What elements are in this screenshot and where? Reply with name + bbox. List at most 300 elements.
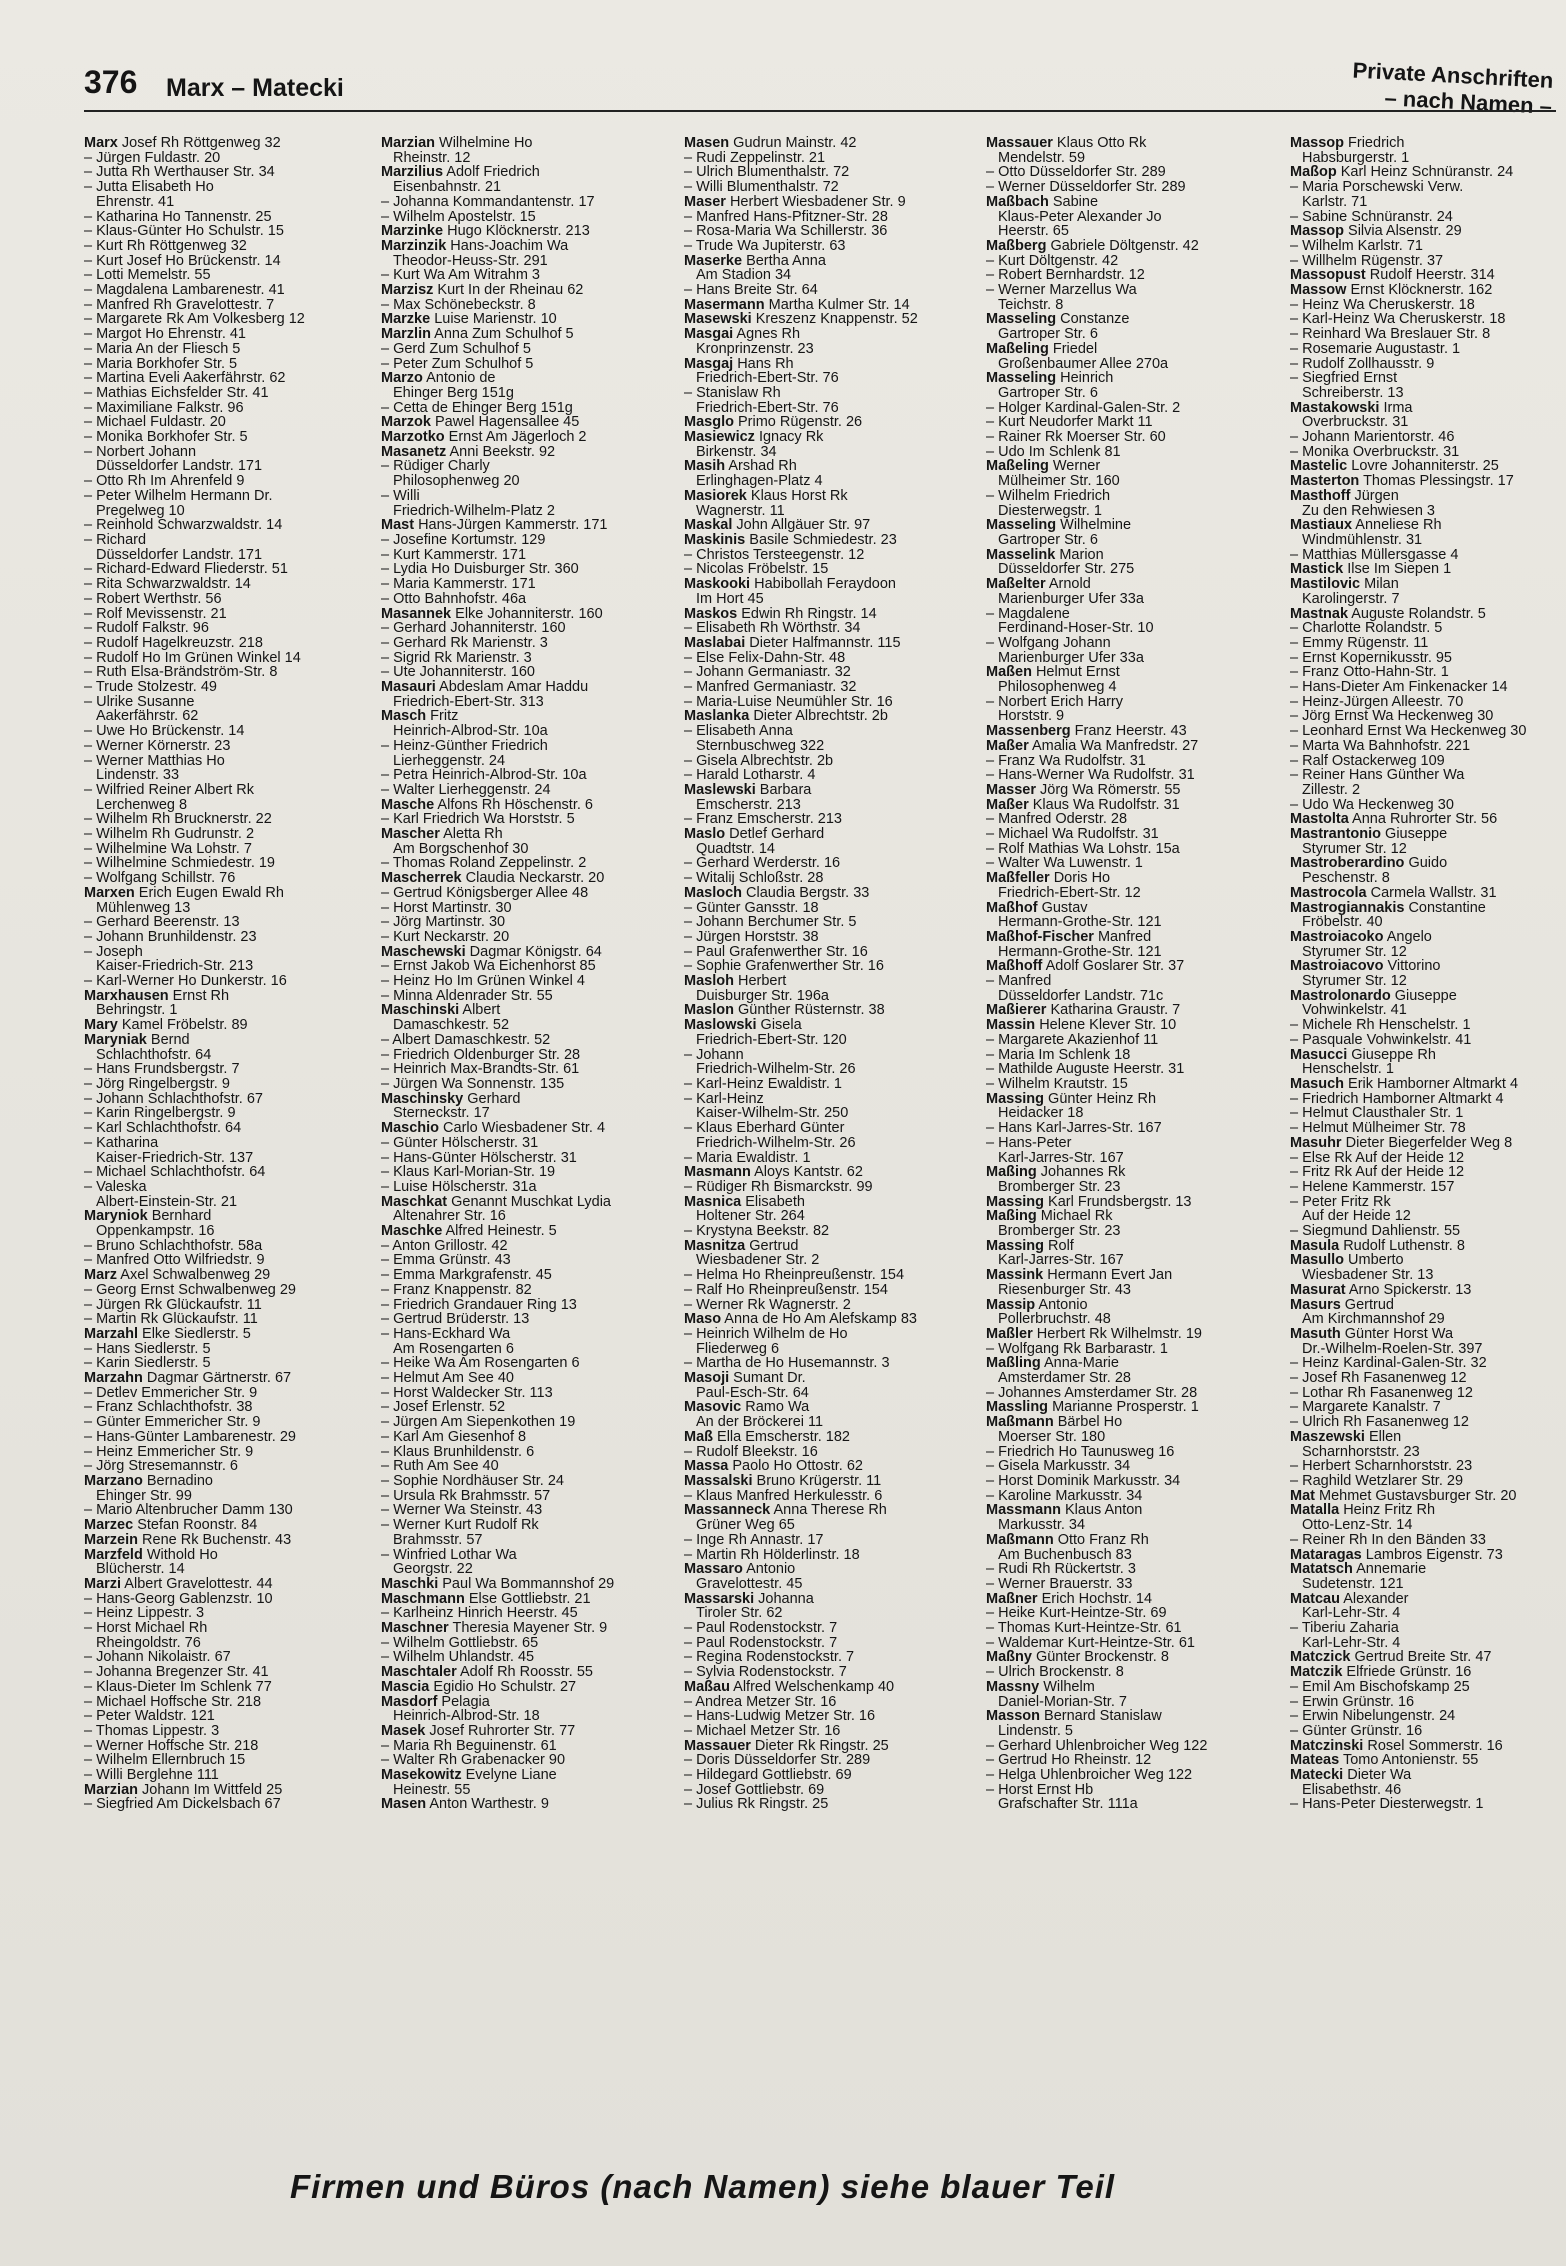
listing-entry: – Friedrich Grandauer Ring 13 xyxy=(381,1297,577,1313)
listing-entry: – Matthias Müllersgasse 4 xyxy=(1290,547,1459,563)
listing-entry: – Emma Markgrafenstr. 45 xyxy=(381,1268,552,1283)
listing-entry: – Manfred Rh Gravelottestr. 7 xyxy=(84,297,275,313)
listing-entry: Maß Ella Emscherstr. 182 xyxy=(684,1429,850,1445)
listing-entry: – Sophie Grafenwerther Str. 16 xyxy=(684,959,884,975)
listing-entry: – Ursula Rk Brahmsstr. 57 xyxy=(381,1488,551,1504)
listing-entry: – Heinz Emmericher Str. 9 xyxy=(84,1444,254,1460)
listing-entry: – Margarete Akazienhof 11 xyxy=(986,1032,1159,1048)
listing-entry: Massink Hermann Evert Jan xyxy=(986,1268,1173,1283)
listing-entry: – Winfried Lothar Wa xyxy=(381,1547,517,1563)
listing-entry: Friedrich-Ebert-Str. 76 xyxy=(696,371,839,386)
listing-entry: Masseling Wilhelmine xyxy=(986,518,1132,533)
listing-entry: Maszewski Ellen xyxy=(1290,1429,1402,1445)
listing-column-4 xyxy=(986,136,1274,1812)
listing-entry: Lindenstr. 33 xyxy=(96,768,180,783)
listing-entry: – Andrea Metzer Str. 16 xyxy=(684,1694,837,1710)
listing-entry: – Ulrike Susanne xyxy=(84,694,195,710)
listing-entry: Am Kirchmannshof 29 xyxy=(1302,1312,1445,1327)
listing-entry: Massanneck Anna Therese Rh xyxy=(684,1503,887,1519)
listing-entry: Behringstr. 1 xyxy=(96,1003,178,1019)
listing-entry: – Tiberiu Zaharia xyxy=(1290,1621,1399,1636)
listing-entry: Fröbelstr. 40 xyxy=(1302,915,1383,930)
listing-entry: Grafschafter Str. 111a xyxy=(998,1797,1138,1813)
listing-entry: – Siegfried Ernst xyxy=(1290,371,1398,386)
listing-entry: – Elisabeth Anna xyxy=(684,724,793,739)
listing-entry: Friedrich-Wilhelm-Str. 26 xyxy=(696,1135,856,1151)
listing-entry: Mastroiacovo Vittorino xyxy=(1290,959,1441,975)
listing-entry: – Sabine Schnüranstr. 24 xyxy=(1290,209,1453,225)
listing-entry: Mastick Ilse Im Siepen 1 xyxy=(1290,562,1452,578)
listing-entry: Heinrich-Albrod-Str. 18 xyxy=(393,1709,540,1724)
listing-entry: – Rolf Mevissenstr. 21 xyxy=(84,606,227,622)
listing-entry: Mastelic Lovre Johanniterstr. 25 xyxy=(1290,459,1499,475)
listing-entry: – Rainer Rk Moerser Str. 60 xyxy=(986,430,1166,445)
listing-entry: Marzo Antonio de xyxy=(381,371,496,386)
listing-entry: – Regina Rodenstockstr. 7 xyxy=(684,1650,855,1666)
listing-entry: Massny Wilhelm xyxy=(986,1679,1095,1695)
listing-entry: – Nicolas Fröbelstr. 15 xyxy=(684,562,829,578)
listing-entry: Matecki Dieter Wa xyxy=(1290,1768,1412,1783)
listing-entry: – Michael Wa Rudolfstr. 31 xyxy=(986,827,1159,842)
listing-entry: Masovic Ramo Wa xyxy=(684,1400,810,1416)
listing-entry: Moerser Str. 180 xyxy=(998,1429,1106,1445)
listing-entry: Hermann-Grothe-Str. 121 xyxy=(998,944,1162,960)
listing-entry: Düsseldorfer Landstr. 171 xyxy=(96,547,263,563)
listing-entry: Oppenkampstr. 16 xyxy=(96,1224,215,1239)
listing-entry: Marzian Johann Im Wittfeld 25 xyxy=(84,1782,283,1798)
listing-entry: – Uwe Ho Brückenstr. 14 xyxy=(84,724,245,739)
listing-entry: Masnitza Gertrud xyxy=(684,1238,799,1254)
listing-entry: – Otto Bahnhofstr. 46a xyxy=(381,591,527,607)
listing-entry: Massin Helene Klever Str. 10 xyxy=(986,1018,1177,1033)
listing-entry: Masuth Günter Horst Wa xyxy=(1290,1326,1454,1342)
listing-entry: Horststr. 9 xyxy=(998,709,1065,725)
listing-entry: Massop Friedrich xyxy=(1290,136,1405,151)
listing-entry: Eisenbahnstr. 21 xyxy=(393,180,502,195)
listing-entry: Maskooki Habibollah Feraydoon xyxy=(684,577,896,592)
listing-entry: Masnica Elisabeth xyxy=(684,1194,805,1210)
listing-entry: – Ernst Jakob Wa Eichenhorst 85 xyxy=(381,959,596,975)
listing-entry: Masloh Herbert xyxy=(684,974,787,989)
listing-entry: Massaro Antonio xyxy=(684,1562,796,1577)
listing-entry: – Hans-Georg Gablenzstr. 10 xyxy=(84,1591,273,1607)
listing-entry: – Willhelm Rügenstr. 37 xyxy=(1290,253,1444,269)
listing-entry: – Georg Ernst Schwalbenweg 29 xyxy=(84,1282,296,1298)
listing-entry: Maskinis Basile Schmiedestr. 23 xyxy=(684,532,897,548)
listing-entry: – Jürgen Rk Glückaufstr. 11 xyxy=(84,1297,262,1313)
listing-entry: Masula Rudolf Luthenstr. 8 xyxy=(1290,1238,1465,1254)
listing-entry: Georgstr. 22 xyxy=(393,1562,473,1577)
listing-entry: Ehinger Berg 151g xyxy=(393,385,514,401)
listing-entry: Paul-Esch-Str. 64 xyxy=(696,1385,809,1401)
listing-entry: Maßeling Friedel xyxy=(986,341,1098,357)
listing-entry: Elisabethstr. 46 xyxy=(1302,1782,1402,1798)
listing-entry: Mastiaux Anneliese Rh xyxy=(1290,518,1442,533)
listing-entry: – Martha de Ho Husemannstr. 3 xyxy=(684,1356,890,1372)
listing-entry: – Willi xyxy=(381,488,420,504)
listing-entry: Grüner Weg 65 xyxy=(696,1518,795,1533)
listing-entry: Masuhr Dieter Biegerfelder Weg 8 xyxy=(1290,1135,1513,1151)
listing-entry: – Manfred Otto Wilfriedstr. 9 xyxy=(84,1253,265,1269)
listing-entry: – Hans Frundsbergstr. 7 xyxy=(84,1062,240,1077)
listing-entry: – Hans-Ludwig Metzer Str. 16 xyxy=(684,1709,876,1724)
listing-entry: – Maria Kammerstr. 171 xyxy=(381,577,536,592)
listing-entry: Lierheggenstr. 24 xyxy=(393,753,506,769)
listing-entry: Masekowitz Evelyne Liane xyxy=(381,1768,557,1783)
listing-entry: Matczick Gertrud Breite Str. 47 xyxy=(1290,1650,1492,1666)
listing-entry: – Horst Dominik Markusstr. 34 xyxy=(986,1473,1181,1489)
listing-entry: Mat Mehmet Gustavsburger Str. 20 xyxy=(1290,1488,1517,1504)
listing-entry: – Joseph xyxy=(84,944,143,960)
listing-entry: – Peter Wilhelm Hermann Dr. xyxy=(84,488,273,504)
listing-entry: – Friedrich Oldenburger Str. 28 xyxy=(381,1047,581,1063)
listing-entry: – Herbert Scharnhorststr. 23 xyxy=(1290,1459,1473,1474)
listing-entry: Masannek Elke Johanniterstr. 160 xyxy=(381,606,603,622)
listing-entry: Daniel-Morian-Str. 7 xyxy=(998,1694,1127,1710)
listing-entry: – Doris Düsseldorfer Str. 289 xyxy=(684,1753,871,1769)
listing-entry: – Kurt Josef Ho Brückenstr. 14 xyxy=(84,253,281,269)
listing-entry: Düsseldorfer Str. 275 xyxy=(998,562,1135,578)
listing-entry: Maßer Amalia Wa Manfredstr. 27 xyxy=(986,738,1199,754)
listing-entry: – Emma Grünstr. 43 xyxy=(381,1253,511,1269)
listing-entry: – Thomas Lippestr. 3 xyxy=(84,1723,220,1739)
listing-entry: Gartroper Str. 6 xyxy=(998,385,1098,401)
listing-entry: – Kurt Neudorfer Markt 11 xyxy=(986,415,1153,431)
listing-entry: – Sigrid Rk Marienstr. 3 xyxy=(381,650,532,666)
listing-entry: – Magdalene xyxy=(986,606,1070,622)
listing-entry: Masgaj Hans Rh xyxy=(684,356,794,372)
listing-entry: Maßeling Werner xyxy=(986,459,1101,475)
listing-entry: Friedrich-Ebert-Str. 12 xyxy=(998,885,1141,901)
listing-entry: – Hans-Werner Wa Rudolfstr. 31 xyxy=(986,768,1195,783)
listing-entry: Markusstr. 34 xyxy=(998,1518,1086,1533)
listing-entry: – Rudolf Ho Im Grünen Winkel 14 xyxy=(84,650,301,666)
listing-entry: – Siegmund Dahlienstr. 55 xyxy=(1290,1224,1461,1239)
listing-entry: – Horst Ernst Hb xyxy=(986,1782,1094,1798)
listing-entry: – Jürgen Wa Sonnenstr. 135 xyxy=(381,1077,565,1092)
listing-entry: – Walter Wa Luwenstr. 1 xyxy=(986,856,1143,872)
listing-entry: Maßmann Bärbel Ho xyxy=(986,1415,1123,1430)
listing-entry: Heinrich-Albrod-Str. 10a xyxy=(393,724,548,739)
listing-entry: Maschki Paul Wa Bommannshof 29 xyxy=(381,1576,615,1592)
listing-entry: Masullo Umberto xyxy=(1290,1253,1404,1269)
listing-entry: – Heinz Ho Im Grünen Winkel 4 xyxy=(381,974,585,989)
listing-entry: – Margot Ho Ehrenstr. 41 xyxy=(84,327,246,342)
listing-entry: – Rita Schwarzwaldstr. 14 xyxy=(84,577,251,592)
listing-entry: Maßop Karl Heinz Schnüranstr. 24 xyxy=(1290,165,1514,181)
listing-entry: Maßbach Sabine xyxy=(986,194,1099,210)
listing-entry: Maßierer Katharina Graustr. 7 xyxy=(986,1003,1181,1019)
listing-entry: Mascherrek Claudia Neckarstr. 20 xyxy=(381,871,605,886)
listing-entry: Maßling Anna-Marie xyxy=(986,1356,1119,1372)
listing-entry: – Wolfgang Schillstr. 76 xyxy=(84,871,236,886)
listing-entry: Friedrich-Ebert-Str. 76 xyxy=(696,400,839,416)
listing-entry: – Günter Hölscherstr. 31 xyxy=(381,1135,539,1151)
listing-entry: – Wilhelm Friedrich xyxy=(986,488,1111,504)
listing-entry: – Harald Lotharstr. 4 xyxy=(684,768,816,783)
listing-entry: Damaschkestr. 52 xyxy=(393,1018,510,1033)
listing-entry: – Johanna Kommandantenstr. 17 xyxy=(381,194,595,210)
listing-entry: Birkenstr. 34 xyxy=(696,444,777,460)
listing-entry: Masanetz Anni Beekstr. 92 xyxy=(381,444,556,460)
listing-entry: – Ulrich Rh Fasanenweg 12 xyxy=(1290,1415,1469,1430)
listing-entry: – Franz Knappenstr. 82 xyxy=(381,1282,532,1298)
listing-entry: Maschkat Genannt Muschkat Lydia xyxy=(381,1194,611,1210)
listing-entry: Masseling Heinrich xyxy=(986,371,1114,386)
listing-entry: – Horst Michael Rh xyxy=(84,1621,208,1636)
listing-entry: Karl-Jarres-Str. 167 xyxy=(998,1150,1124,1166)
listing-entry: Matatsch Annemarie xyxy=(1290,1562,1427,1577)
listing-entry: – Gerhard Rk Marienstr. 3 xyxy=(381,635,548,651)
listing-entry: – Fritz Rk Auf der Heide 12 xyxy=(1290,1165,1465,1180)
listing-entry: – Karin Ringelbergstr. 9 xyxy=(84,1106,236,1122)
listing-entry: Otto-Lenz-Str. 14 xyxy=(1302,1518,1413,1533)
name-range: Marx – Matecki xyxy=(166,74,344,102)
listing-entry: – Helmut Am See 40 xyxy=(381,1371,514,1386)
listing-entry: Massing Karl Frundsbergstr. 13 xyxy=(986,1194,1192,1210)
listing-entry: Masermann Martha Kulmer Str. 14 xyxy=(684,297,910,313)
listing-entry: Bromberger Str. 23 xyxy=(998,1179,1121,1195)
listing-entry: – Walter Lierheggenstr. 24 xyxy=(381,782,551,798)
listing-entry: – Hans-Peter Diesterwegstr. 1 xyxy=(1290,1797,1484,1813)
listing-entry: Maßer Klaus Wa Rudolfstr. 31 xyxy=(986,797,1180,813)
listing-entry: – Friedrich Hamborner Altmarkt 4 xyxy=(1290,1091,1504,1107)
listing-entry: – Gertrud Brüderstr. 13 xyxy=(381,1312,530,1327)
listing-entry: – Elisabeth Rh Wörthstr. 34 xyxy=(684,621,861,636)
listing-entry: Pregelweg 10 xyxy=(96,503,185,519)
listing-entry: Marzfeld Withold Ho xyxy=(84,1547,218,1563)
listing-entry: – Hans-Eckhard Wa xyxy=(381,1326,511,1342)
listing-entry: Masen Gudrun Mainstr. 42 xyxy=(684,136,857,151)
listing-entry: – Gerhard Johanniterstr. 160 xyxy=(381,621,566,636)
listing-entry: – Helga Uhlenbroicher Weg 122 xyxy=(986,1768,1193,1783)
listing-entry: – Kurt Neckarstr. 20 xyxy=(381,929,510,945)
listing-entry: – Willi Berglehne 111 xyxy=(84,1768,219,1783)
listing-entry: Massip Antonio xyxy=(986,1297,1088,1313)
listing-entry: – Josef Rh Fasanenweg 12 xyxy=(1290,1371,1467,1386)
listing-entry: – Jörg Ernst Wa Heckenweg 30 xyxy=(1290,709,1494,725)
listing-entry: – Heinz Wa Cheruskerstr. 18 xyxy=(1290,297,1475,313)
listing-entry: Zillestr. 2 xyxy=(1302,782,1361,798)
listing-entry: – Mathilde Auguste Heerstr. 31 xyxy=(986,1062,1185,1077)
listing-entry: – Sophie Nordhäuser Str. 24 xyxy=(381,1473,564,1489)
listing-entry: Masseling Constanze xyxy=(986,312,1130,328)
listing-entry: – Reiner Rh In den Bänden 33 xyxy=(1290,1532,1486,1548)
listing-entry: – Peter Fritz Rk xyxy=(1290,1194,1391,1210)
listing-entry: – Johann xyxy=(684,1047,744,1063)
listing-entry: Mateas Tomo Antonienstr. 55 xyxy=(1290,1753,1479,1769)
listing-entry: – Günter Grünstr. 16 xyxy=(1290,1723,1423,1739)
listing-entry: – Gerhard Uhlenbroicher Weg 122 xyxy=(986,1738,1208,1754)
listing-entry: Maschmann Else Gottliebstr. 21 xyxy=(381,1591,591,1607)
listing-entry: Mary Kamel Fröbelstr. 89 xyxy=(84,1018,248,1033)
listing-entry: – Maria Ewaldistr. 1 xyxy=(684,1150,811,1166)
listing-entry: Maslewski Barbara xyxy=(684,782,812,798)
listing-entry: – Wolfgang Rk Barbarastr. 1 xyxy=(986,1341,1168,1357)
listing-entry: – Willi Blumenthalstr. 72 xyxy=(684,180,839,195)
listing-entry: – Maria-Luise Neumühler Str. 16 xyxy=(684,694,893,710)
listing-entry: – Helmut Clausthaler Str. 1 xyxy=(1290,1106,1464,1122)
listing-entry: – Franz Otto-Hahn-Str. 1 xyxy=(1290,665,1449,681)
listing-entry: Gravelottestr. 45 xyxy=(696,1576,803,1592)
listing-entry: – Siegfried Am Dickelsbach 67 xyxy=(84,1797,281,1813)
listing-entry: Marzano Bernadino xyxy=(84,1473,213,1489)
listing-entry: Sternbuschweg 322 xyxy=(696,738,825,754)
listing-entry: – Michael Metzer Str. 16 xyxy=(684,1723,841,1739)
listing-entry: – Else Rk Auf der Heide 12 xyxy=(1290,1150,1465,1166)
listing-entry: – Karin Siedlerstr. 5 xyxy=(84,1356,211,1372)
listing-entry: Scharnhorststr. 23 xyxy=(1302,1444,1420,1460)
listing-entry: – Manfred Germaniastr. 32 xyxy=(684,680,857,695)
listing-entry: Masek Josef Ruhrorter Str. 77 xyxy=(381,1723,576,1739)
listing-entry: – Werner Düsseldorfer Str. 289 xyxy=(986,180,1186,195)
listing-column-3 xyxy=(684,136,972,1812)
listing-entry: Heinestr. 55 xyxy=(393,1782,471,1798)
listing-entry: – Kurt Wa Am Witrahm 3 xyxy=(381,268,540,284)
listing-entry: Kronprinzenstr. 23 xyxy=(696,341,814,357)
listing-entry: – Josef Erlenstr. 52 xyxy=(381,1400,506,1416)
listing-entry: – Werner Kurt Rudolf Rk xyxy=(381,1518,539,1533)
listing-entry: Albert-Einstein-Str. 21 xyxy=(96,1194,238,1210)
listing-entry: Maser Herbert Wiesbadener Str. 9 xyxy=(684,194,906,210)
listing-entry: Maschke Alfred Heinestr. 5 xyxy=(381,1224,557,1239)
listing-entry: Ferdinand-Hoser-Str. 10 xyxy=(998,621,1154,636)
listing-entry: – Rudi Rh Rückertstr. 3 xyxy=(986,1562,1136,1577)
listing-entry: Massenberg Franz Heerstr. 43 xyxy=(986,724,1187,739)
listing-entry: – Minna Aldenrader Str. 55 xyxy=(381,988,553,1004)
listing-entry: – Ulrich Brockenstr. 8 xyxy=(986,1665,1124,1680)
listing-entry: – Josef Gottliebstr. 69 xyxy=(684,1782,825,1798)
listing-entry: Karl-Lehr-Str. 4 xyxy=(1302,1635,1401,1651)
listing-entry: – Wilhelm Karlstr. 71 xyxy=(1290,238,1423,254)
listing-entry: Am Rosengarten 6 xyxy=(393,1341,514,1357)
listing-entry: – Hans Siedlerstr. 5 xyxy=(84,1341,211,1357)
listing-entry: Mataragas Lambros Eigenstr. 73 xyxy=(1290,1547,1503,1563)
listing-entry: – Albert Damaschkestr. 52 xyxy=(381,1032,551,1048)
listing-entry: – Kurt Rh Röttgenweg 32 xyxy=(84,238,247,254)
listing-entry: Mendelstr. 59 xyxy=(998,150,1086,166)
listing-entry: Maslanka Dieter Albrechtstr. 2b xyxy=(684,709,888,725)
listing-entry: Masthoff Jürgen xyxy=(1290,488,1399,504)
listing-entry: Maslabai Dieter Halfmannstr. 115 xyxy=(684,635,901,651)
listing-entry: – Walter Rh Grabenacker 90 xyxy=(381,1753,566,1769)
listing-entry: Masiewicz Ignacy Rk xyxy=(684,430,824,445)
listing-entry: – Katharina Ho Tannenstr. 25 xyxy=(84,209,272,225)
listing-entry: – Ruth Elsa-Brändström-Str. 8 xyxy=(84,665,278,681)
listing-entry: – Rolf Mathias Wa Lohstr. 15a xyxy=(986,841,1180,857)
listing-entry: Friedrich-Wilhelm-Platz 2 xyxy=(393,503,555,519)
listing-entry: Holtener Str. 264 xyxy=(696,1209,805,1225)
listing-entry: – Friedrich Ho Taunusweg 16 xyxy=(986,1444,1175,1460)
listing-entry: Maschinsky Gerhard xyxy=(381,1091,521,1107)
listing-entry: – Emil Am Bischofskamp 25 xyxy=(1290,1679,1470,1695)
listing-entry: – Hans Karl-Jarres-Str. 167 xyxy=(986,1121,1162,1136)
listing-entry: – Franz Wa Rudolfstr. 31 xyxy=(986,753,1146,769)
listing-entry: – Holger Kardinal-Galen-Str. 2 xyxy=(986,400,1181,416)
listing-entry: – Ralf Ostackerweg 109 xyxy=(1290,753,1445,769)
listing-entry: Tiroler Str. 62 xyxy=(696,1606,783,1622)
listing-entry: Masselink Marion xyxy=(986,547,1104,563)
listing-entry: Massopust Rudolf Heerstr. 314 xyxy=(1290,268,1495,284)
listing-entry: Overbruckstr. 31 xyxy=(1302,415,1409,431)
listing-entry: – Martin Rh Hölderlinstr. 18 xyxy=(684,1547,860,1563)
listing-entry: Karolingerstr. 7 xyxy=(1302,591,1400,607)
listing-entry: Styrumer Str. 12 xyxy=(1302,974,1407,989)
page-number: 376 xyxy=(84,64,138,100)
listing-entry: Karl-Lehr-Str. 4 xyxy=(1302,1606,1401,1622)
listing-entry: Maslon Günther Rüsternstr. 38 xyxy=(684,1003,885,1019)
listing-entry: Masih Arshad Rh xyxy=(684,459,797,475)
listing-entry: – Karl-Heinz xyxy=(684,1091,764,1107)
listing-entry: – Maria Borkhofer Str. 5 xyxy=(84,356,238,372)
listing-entry: – Paul Rodenstockstr. 7 xyxy=(684,1621,838,1636)
listing-entry: – Detlev Emmericher Str. 9 xyxy=(84,1385,258,1401)
listing-entry: – Udo Wa Heckenweg 30 xyxy=(1290,797,1454,813)
listing-entry: – Karl-Heinz Ewaldistr. 1 xyxy=(684,1077,842,1092)
listing-entry: Marzok Pawel Hagensallee 45 xyxy=(381,415,580,431)
listing-entry: Maschinski Albert xyxy=(381,1003,501,1019)
listing-entry: Maßhof-Fischer Manfred xyxy=(986,929,1152,945)
listing-entry: – Jürgen Fuldastr. 20 xyxy=(84,150,221,166)
listing-entry: Massow Ernst Klöcknerstr. 162 xyxy=(1290,283,1493,298)
listing-entry: Gartroper Str. 6 xyxy=(998,532,1098,548)
listing-entry: – Trude Wa Jupiterstr. 63 xyxy=(684,238,846,254)
listing-entry: Vohwinkelstr. 41 xyxy=(1302,1003,1407,1019)
listing-entry: – Wolfgang Johann xyxy=(986,635,1111,651)
listing-entry: – Monika Borkhofer Str. 5 xyxy=(84,430,248,445)
listing-entry: – Pasquale Vohwinkelstr. 41 xyxy=(1290,1032,1472,1048)
listing-entry: – Helene Kammerstr. 157 xyxy=(1290,1179,1455,1195)
listing-entry: Masauri Abdeslam Amar Haddu xyxy=(381,680,589,695)
listing-entry: – Jutta Elisabeth Ho xyxy=(84,180,214,195)
listing-entry: Marzec Stefan Roonstr. 84 xyxy=(84,1518,258,1533)
listing-entry: – Raghild Wetzlarer Str. 29 xyxy=(1290,1473,1464,1489)
listing-entry: Marzotko Ernst Am Jägerloch 2 xyxy=(381,430,587,445)
listing-entry: – Josefine Kortumstr. 129 xyxy=(381,532,546,548)
listing-entry: Massalski Bruno Krügerstr. 11 xyxy=(684,1473,882,1489)
listing-entry: – Robert Werthstr. 56 xyxy=(84,591,222,607)
listing-entry: Großenbaumer Allee 270a xyxy=(998,356,1169,372)
listing-entry: Mühlenweg 13 xyxy=(96,900,191,916)
listing-entry: Massarski Johanna xyxy=(684,1591,814,1607)
listing-entry: Masen Anton Warthestr. 9 xyxy=(381,1797,549,1813)
listing-entry: Maßhoff Adolf Goslarer Str. 37 xyxy=(986,959,1185,975)
listing-entry: Masterton Thomas Plessingstr. 17 xyxy=(1290,474,1514,489)
listing-entry: – Kurt Kammerstr. 171 xyxy=(381,547,527,563)
listing-entry: – Rüdiger Rh Bismarckstr. 99 xyxy=(684,1179,873,1195)
listing-entry: Wiesbadener Str. 13 xyxy=(1302,1268,1434,1283)
listing-entry: Marzian Wilhelmine Ho xyxy=(381,136,533,151)
listing-entry: – Robert Bernhardstr. 12 xyxy=(986,268,1145,284)
listing-entry: Massmann Klaus Anton xyxy=(986,1503,1143,1519)
listing-entry: – Christos Tersteegenstr. 12 xyxy=(684,547,865,563)
listing-entry: Riesenburger Str. 43 xyxy=(998,1282,1131,1298)
listing-entry: Mastakowski Irma xyxy=(1290,400,1413,416)
listing-entry: Mastrolonardo Giuseppe xyxy=(1290,988,1457,1004)
listing-entry: – Heinrich Max-Brandts-Str. 61 xyxy=(381,1062,580,1077)
listing-entry: – Lothar Rh Fasanenweg 12 xyxy=(1290,1385,1473,1401)
listing-entry: Mastolta Anna Ruhrorter Str. 56 xyxy=(1290,812,1498,828)
listing-entry: – Heike Wa Am Rosengarten 6 xyxy=(381,1356,580,1372)
listing-entry: Mastrocola Carmela Wallstr. 31 xyxy=(1290,885,1497,901)
listing-entry: – Wilhelm Apostelstr. 15 xyxy=(381,209,536,225)
listing-entry: Erlinghagen-Platz 4 xyxy=(696,474,823,489)
listing-entry: Marzisz Kurt In der Rheinau 62 xyxy=(381,283,584,298)
listing-entry: – Bruno Schlachthofstr. 58a xyxy=(84,1238,263,1254)
listing-entry: Heidacker 18 xyxy=(998,1106,1084,1122)
listing-entry: – Luise Hölscherstr. 31a xyxy=(381,1179,537,1195)
listing-entry: Teichstr. 8 xyxy=(998,297,1064,313)
